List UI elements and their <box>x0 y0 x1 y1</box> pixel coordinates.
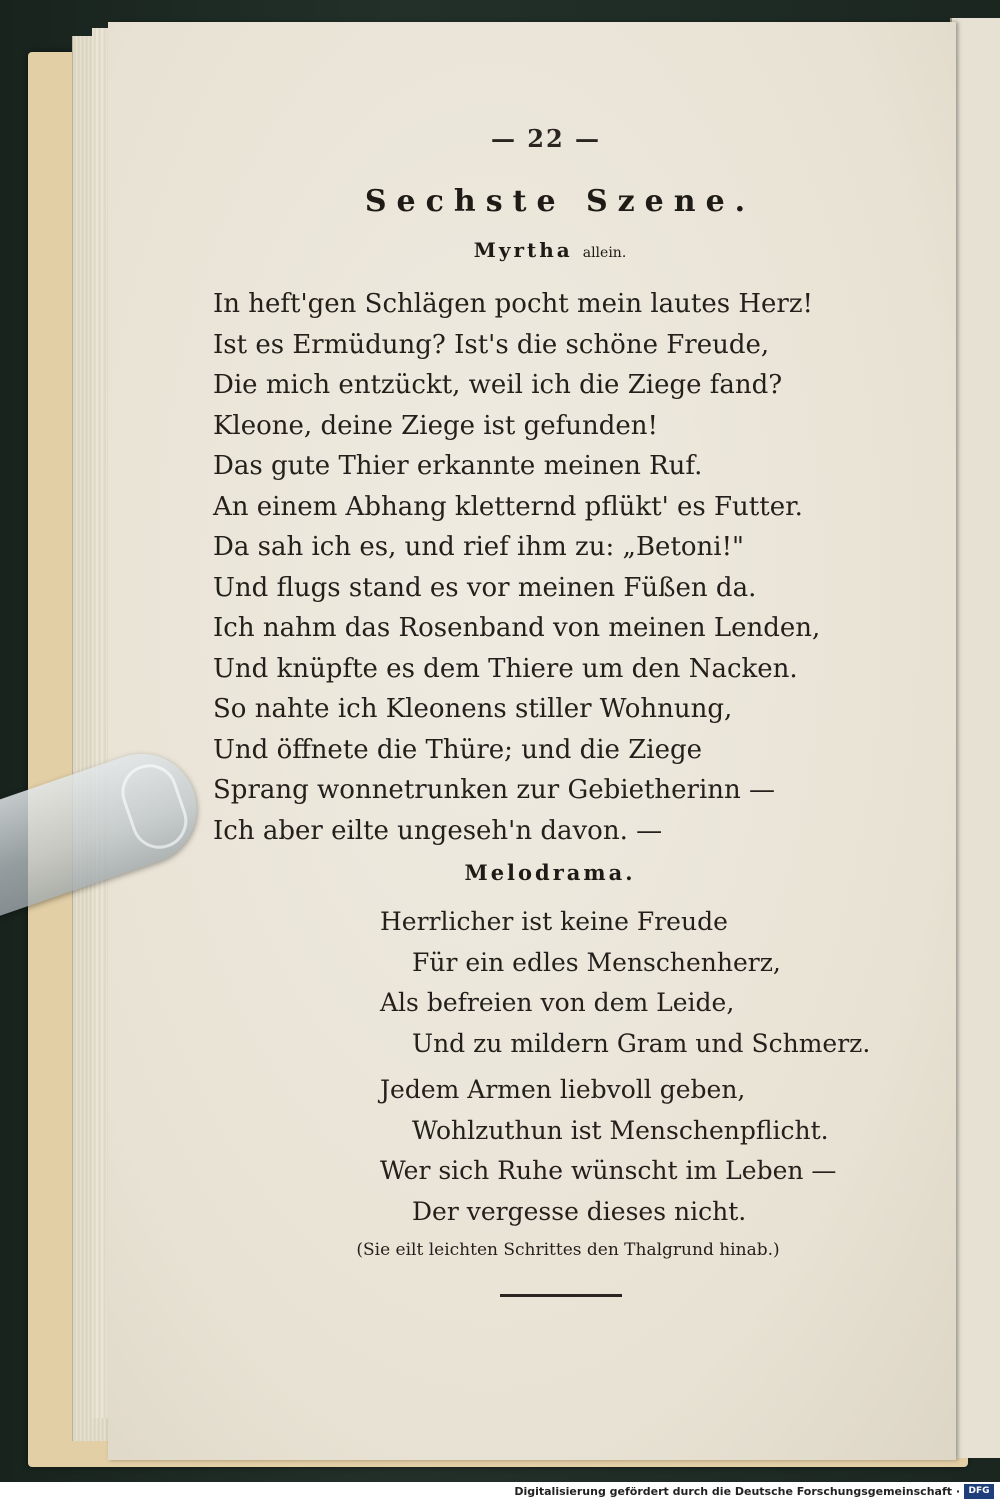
song-line: Für ein edles Menschenherz, <box>412 947 781 977</box>
verse-line: Kleone, deine Ziege ist gefunden! <box>213 410 658 441</box>
speaker-name: Myrtha <box>473 238 573 262</box>
verse-line: Sprang wonnetrunken zur Gebietherinn — <box>213 775 776 805</box>
dfg-logo: DFG <box>964 1484 994 1499</box>
verse-line: Ich nahm das Rosenband von meinen Lenden, <box>213 613 821 643</box>
verse-line: Und flugs stand es vor meinen Füßen da. <box>213 572 757 603</box>
verse-block <box>213 284 833 851</box>
speaker-note: allein. <box>582 245 627 261</box>
verse-line: Und knüpfte es dem Thiere um den Nacken. <box>213 653 798 684</box>
song-block <box>380 902 880 1232</box>
facing-page-edge <box>950 18 1000 1458</box>
song-line: Wer sich Ruhe wünscht im Leben — <box>380 1156 837 1185</box>
song-line: Herrlicher ist keine Freude <box>380 907 728 936</box>
song-line: Und zu mildern Gram und Schmerz. <box>412 1028 871 1058</box>
verse-line: Ich aber eilte ungeseh'n davon. — <box>213 815 663 846</box>
song-line: Wohlzuthun ist Menschenpflicht. <box>412 1115 829 1145</box>
song-line: Als befreien von dem Leide, <box>380 988 735 1017</box>
funding-note: Digitalisierung gefördert durch die Deutsche Forschungsgemeinschaft · <box>514 1485 960 1498</box>
verse-line: Das gute Thier erkannte meinen Ruf. <box>213 451 703 481</box>
page-number: — 22 — <box>490 124 602 153</box>
verse-line: Die mich entzückt, weil ich die Ziege fand? <box>213 370 783 400</box>
end-rule <box>500 1294 622 1297</box>
verse-line: In heft'gen Schlägen pocht mein lautes Herz! <box>213 289 813 319</box>
scene-title: Sechste Szene. <box>364 184 756 219</box>
verse-line: Da sah ich es, und rief ihm zu: „Betoni!" <box>213 532 745 562</box>
verse-line: Ist es Ermüdung? Ist's die schöne Freude, <box>213 329 770 360</box>
verse-line: An einem Abhang kletternd pflükt' es Futter. <box>213 491 803 522</box>
song-line: Der vergesse dieses nicht. <box>412 1196 747 1226</box>
song-line: Jedem Armen liebvoll geben, <box>380 1075 746 1104</box>
stage-direction: (Sie eilt leichten Schrittes den Thalgrund hinab.) <box>356 1240 780 1260</box>
verse-line: So nahte ich Kleonens stiller Wohnung, <box>213 694 733 724</box>
speaker-heading <box>430 238 670 262</box>
verse-line: Und öffnete die Thüre; und die Ziege <box>213 734 703 765</box>
footer-bar <box>0 1482 1000 1503</box>
melodrama-heading: Melodrama. <box>464 860 636 885</box>
